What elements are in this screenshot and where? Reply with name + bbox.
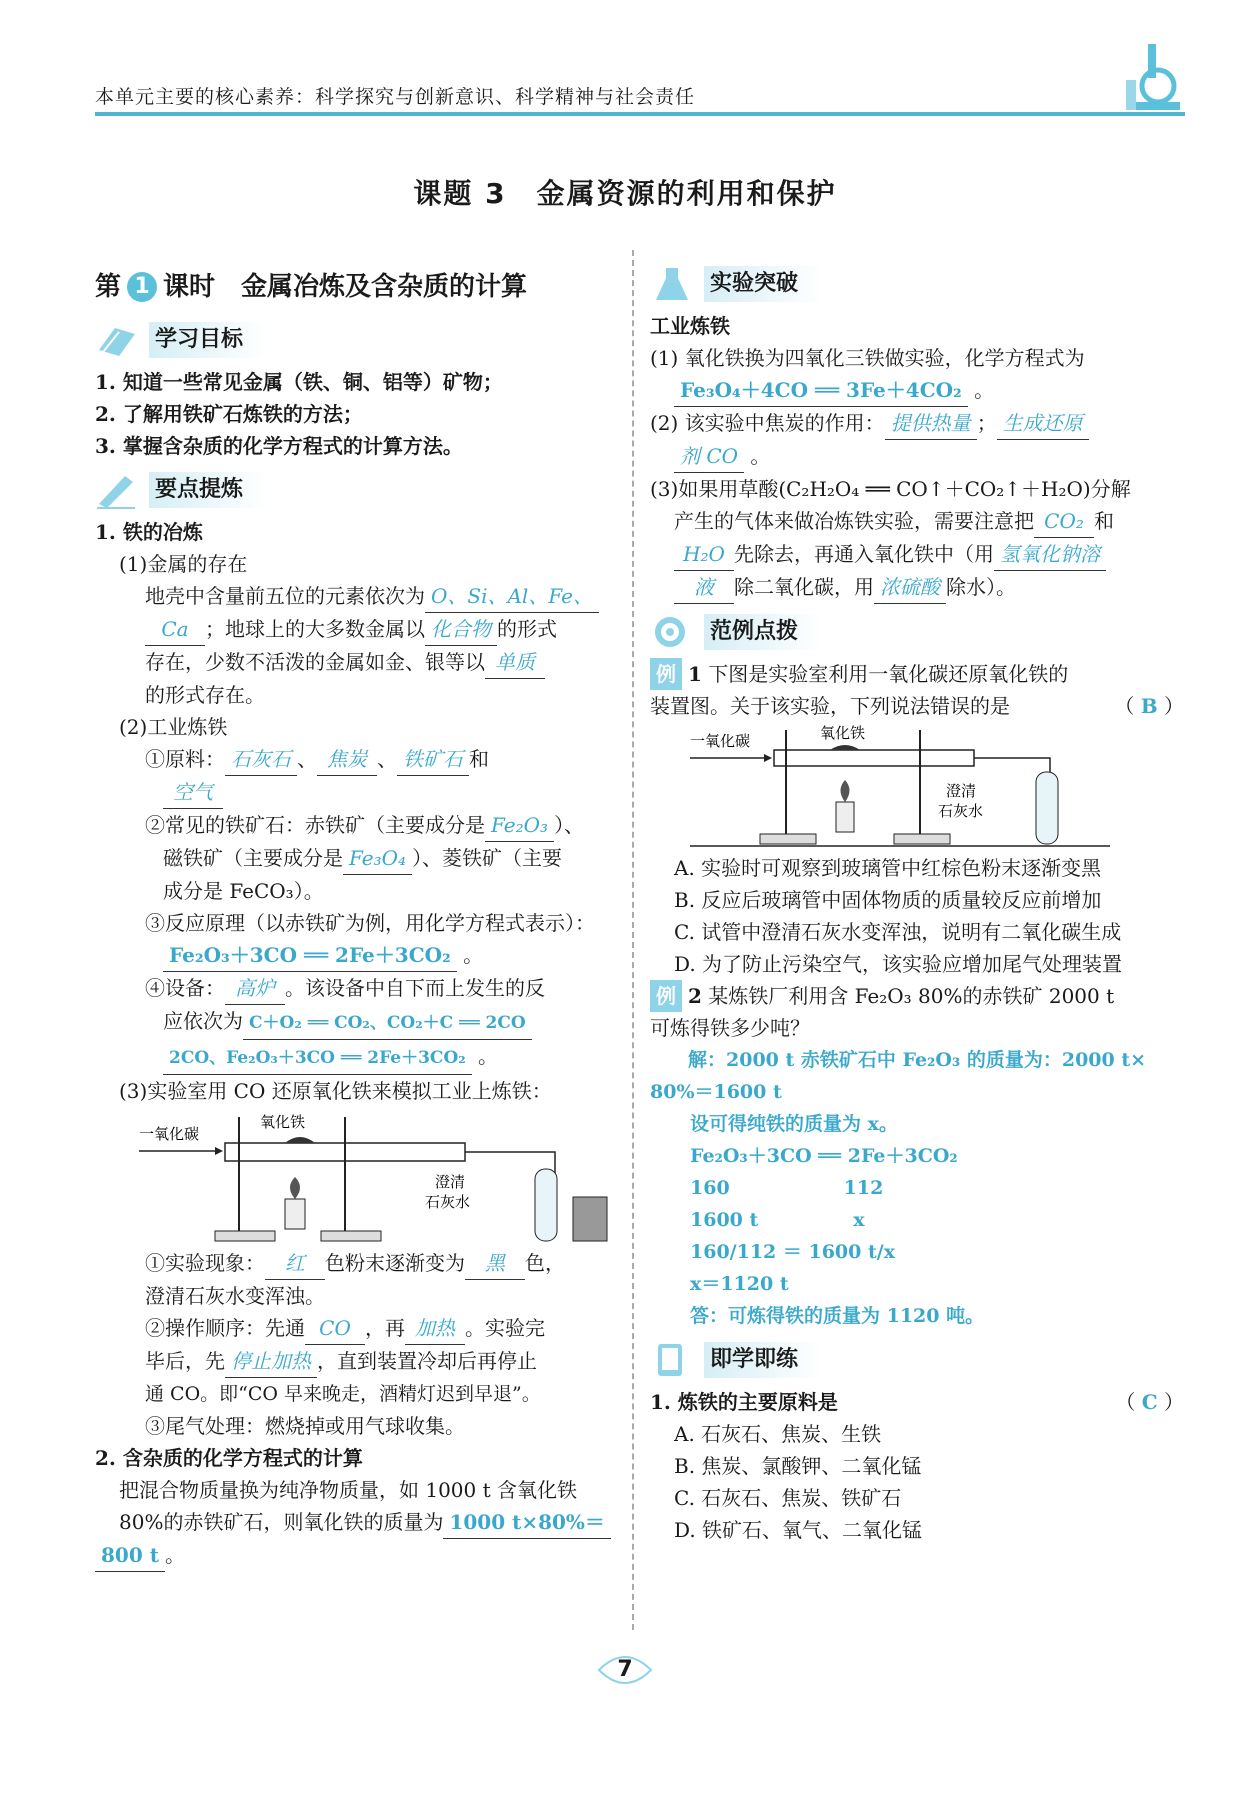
goal-item: 2. 了解用铁矿石炼铁的方法；	[95, 402, 363, 426]
answer: 提供热量	[885, 407, 977, 440]
answer-equation: 800 t	[95, 1539, 165, 1572]
option: C. 石灰石、焦炭、铁矿石	[674, 1486, 902, 1510]
option: D. 铁矿石、氧气、二氧化锰	[674, 1518, 923, 1542]
answer: 液	[674, 571, 734, 604]
answer: Fe₂O₃	[485, 809, 554, 842]
answer: Fe₃O₄	[343, 842, 412, 875]
example-tag: 例	[650, 658, 682, 690]
option: A. 石灰石、焦炭、生铁	[674, 1422, 882, 1446]
lesson-heading: 第 1 课时 金属冶炼及含杂质的计算	[95, 272, 528, 302]
header-rule	[95, 112, 1185, 116]
option: B. 焦炭、氯酸钾、二氧化锰	[674, 1454, 922, 1478]
label-limewater-2: 石灰水	[938, 802, 984, 820]
answer-equation: C＋O₂ ══ CO₂、CO₂＋C ══ 2CO	[243, 1007, 532, 1040]
header-text: 本单元主要的核心素养：科学探究与创新意识、科学精神与社会责任	[95, 86, 696, 108]
answer: 浓硫酸	[874, 571, 946, 604]
microscope-icon	[1118, 40, 1188, 116]
example-tag: 例	[650, 980, 682, 1012]
answer: 焦炭	[317, 743, 377, 776]
left-column: 第 1 课时 金属冶炼及含杂质的计算 学习目标 1. 知道一些常见金属（铁、铜、铝等）矿物； 2. 了解用铁矿石炼铁的方法； 3. 掌握含杂质的化学方程式的计算方法。 要点提炼 1. 铁的冶炼 (1)金属的存在 地壳中含量前五位的元素依次为 O、Si、Al、Fe、 Ca ；地球上的大多数金属以 化合物 的形式 存在，少数不活泼的金属如金、银等以 单质 的形式存在。 (2)工业炼铁 ①原料： 石灰石 、 焦炭 、 铁矿石 和 空气 ②常见的铁矿石：赤铁矿（主要成分是 Fe₂O₃ ）、 磁铁矿（主要成分是 Fe₃O₄ ）、菱铁矿（主要 成分是 FeCO₃）。 ③反应原理（以赤铁矿为例，用化学方程式表示）： Fe₂O₃＋3CO ══ 2Fe＋3CO₂ 。 ④设备： 高炉 。该设备中自下而上发生的反 应依次为 C＋O₂ ══ CO₂、CO₂＋C ══ 2CO 2CO、Fe₂O₃＋3CO ══ 2Fe＋3CO₂ 。 (3)实验室用 CO 还原氧化铁来模拟工业上炼铁： 一氧化碳 氧化铁 澄清 石灰水 ①实验现象： 红 色粉末逐渐变为 黑 色， 澄清石灰水变浑浊。 ②操作顺序：先通 CO ，再 加热 。实验完 毕后，先 停止加热 ，直到装置冷却后再停止 通 CO。即“CO 早来晚走，酒精灯迟到早退”。 ③尾气处理：燃烧掉或用气球收集。 2. 含杂质的化学方程式的计算 把混合物质量换为纯净物质量，如 1000 t 含氧化铁 80%的赤铁矿石，则氧化铁的质量为 1000 t×80%＝ 800 t 。	[95, 262, 625, 1572]
answer: CO	[305, 1312, 365, 1345]
answer: 红	[265, 1247, 325, 1280]
label-limewater-1: 澄清	[435, 1173, 466, 1191]
book-icon	[95, 320, 139, 360]
label-limewater-1: 澄清	[946, 782, 977, 800]
answer: 高炉	[225, 972, 285, 1005]
option: D. 为了防止污染空气，该实验应增加尾气处理装置	[674, 952, 1123, 976]
answer-choice: C	[1141, 1390, 1158, 1414]
option: B. 反应后玻璃管中固体物质的质量较反应前增加	[674, 888, 1102, 912]
page-number: 7	[617, 1657, 633, 1682]
label-co: 一氧化碳	[139, 1125, 200, 1143]
label-limewater-2: 石灰水	[425, 1193, 471, 1211]
answer: 黑	[465, 1247, 525, 1280]
flask-icon	[650, 264, 694, 304]
answer-choice: B	[1140, 694, 1158, 718]
section-experiment: 实验突破	[650, 262, 1190, 306]
answer: O、Si、Al、Fe、	[425, 580, 599, 613]
label-fe2o3: 氧化铁	[260, 1113, 306, 1131]
section-points: 要点提炼	[95, 468, 625, 512]
example-apparatus-figure	[690, 722, 1110, 852]
goal-item: 1. 知道一些常见金属（铁、铜、铝等）矿物；	[95, 370, 503, 394]
apparatus-figure	[135, 1107, 615, 1247]
goal-item: 3. 掌握含杂质的化学方程式的计算方法。	[95, 434, 463, 458]
label-co: 一氧化碳	[690, 732, 751, 750]
answer-equation: 1000 t×80%＝	[443, 1506, 610, 1539]
answer: 石灰石	[225, 743, 297, 776]
lesson-number: 1	[127, 272, 157, 302]
answer-equation: Fe₂O₃＋3CO ══ 2Fe＋3CO₂	[163, 939, 457, 972]
column-divider	[632, 250, 634, 1630]
answer-equation: Fe₃O₄＋4CO ══ 3Fe＋4CO₂	[674, 374, 968, 407]
answer: 化合物	[425, 613, 497, 646]
answer: CO₂	[1034, 505, 1094, 538]
section-practice: 即学即练	[650, 1338, 1190, 1382]
page-title: 课题 3 金属资源的利用和保护	[413, 177, 837, 210]
pen-icon	[95, 470, 139, 510]
answer: 停止加热	[225, 1345, 317, 1378]
answer: Ca	[145, 613, 205, 646]
tablet-icon	[650, 1340, 694, 1380]
answer: 加热	[405, 1312, 465, 1345]
answer: H₂O	[674, 538, 734, 571]
answer-equation: 2CO、Fe₂O₃＋3CO ══ 2Fe＋3CO₂	[163, 1042, 472, 1075]
answer: 铁矿石	[397, 743, 469, 776]
option: C. 试管中澄清石灰水变浑浊，说明有二氧化碳生成	[674, 920, 1122, 944]
section-goals: 学习目标	[95, 318, 625, 362]
solution-block: 解：2000 t 赤铁矿石中 Fe₂O₃ 的质量为：2000 t× 80%＝1600 t 设可得纯铁的质量为 x。 Fe₂O₃＋3CO ══ 2Fe＋3CO₂ 160 112 1600 t x 160/112 ＝ 1600 t/x x＝1120 t 答：可炼得铁的质量为 1120 吨。	[650, 1049, 1147, 1327]
answer: 剂 CO	[674, 440, 744, 473]
label-fe2o3: 氧化铁	[820, 724, 866, 742]
answer: 氢氧化钠溶	[994, 538, 1106, 571]
right-column: 实验突破 工业炼铁 (1) 氧化铁换为四氧化三铁做实验，化学方程式为 Fe₃O₄＋4CO ══ 3Fe＋4CO₂ 。 (2) 该实验中焦炭的作用： 提供热量 ； 生成还原 剂 CO 。 (3)如果用草酸(C₂H₂O₄ ══ CO↑＋CO₂↑＋H₂O)分解 产生的气体来做冶炼铁实验，需要注意把 CO₂ 和 H₂O 先除去，再通入氧化铁中（用 氢氧化钠溶 液 除二氧化碳，用 浓硫酸 除水）。 范例点拨 例 1 下图是实验室利用一氧化碳还原氧化铁的 装置图。关于该实验，下列说法错误的是 （ B ） 一氧化碳 氧化铁 澄清 石灰水 A. 实验时可观察到玻璃管中红棕色粉末逐渐变黑 B. 反应后玻璃管中固体物质的质量较反应前增加 C. 试管中澄清石灰水变浑浊，说明有二氧化碳生成 D. 为了防止污染空气，该实验应增加尾气处理装置 例 2 某炼铁厂利用含 Fe₂O₃ 80%的赤铁矿 2000 t 可炼得铁多少吨？ 解：2000 t 赤铁矿石中 Fe₂O₃ 的质量为：2000 t× 80%＝1600 t 设可得纯铁的质量为 x。 Fe₂O₃＋3CO ══ 2Fe＋3CO₂ 160 112 1600 t x 160/112 ＝ 1600 t/x x＝1120 t 答：可炼得铁的质量为 1120 吨。 即学即练 1. 炼铁的主要原料是 （ C ） A. 石灰石、焦炭、生铁 B. 焦炭、氯酸钾、二氧化锰 C. 石灰石、焦炭、铁矿石 D. 铁矿石、氧气、二氧化锰	[650, 256, 1190, 1546]
option: A. 实验时可观察到玻璃管中红棕色粉末逐渐变黑	[674, 856, 1102, 880]
answer: 空气	[163, 776, 223, 809]
answer: 单质	[485, 646, 545, 679]
answer: 生成还原	[997, 407, 1089, 440]
section-examples: 范例点拨	[650, 610, 1190, 654]
gear-icon	[650, 612, 694, 652]
